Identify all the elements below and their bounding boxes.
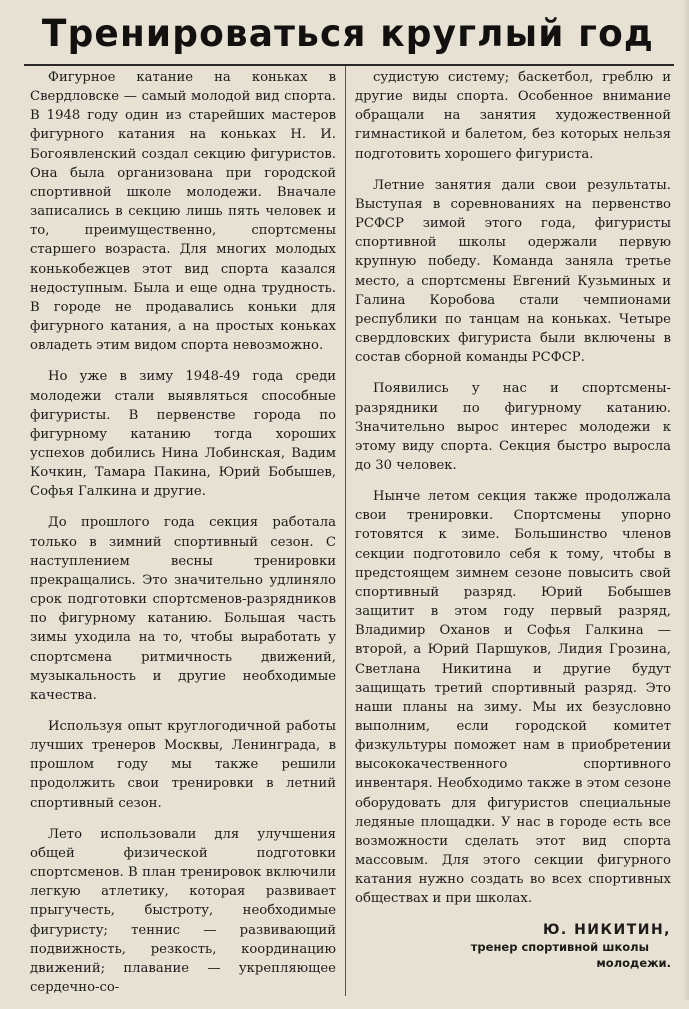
author-name: Ю. НИКИТИН, [542,921,671,938]
paragraph: Нынче летом секция также продолжала свои тренировки. Спортсмены упорно готовятся к зиме. Большинство членов секции подготовило себя к тому, чтобы в предстоящем зимнем сезоне повысить свой спортивный разряд. Юрий Бобышев защитит в этом году первый разряд, Владимир Оханов и Софья Галкина — второй, а Юрий Паршуков, Лидия Грозина, Светлана Никитина и другие будут защищать третий спортивный разряд. Это наши планы на зиму. Мы их безусловно выполним, если городской комитет физкультуры поможет нам в приобретении высококачественного спортивного инвентаря. Необходимо также в этом сезоне оборудовать для фигуристов специальные ледяные площадки. У нас в городе есть все возможности сделать этот вид спорта массовым. Для этого секции фигурного катания нужно создать во всех спортивных обществах и при школах. [355,489,671,907]
author-signature [355,921,671,971]
paragraph: Используя опыт круглогодичной работы лучших тренеров Москвы, Ленинграда, в прошлом году мы также решили продолжить свои тренировки в летний спортивный сезон. [30,719,336,811]
author-title-continued: молодежи. [596,955,671,970]
paragraph: Фигурное катание на коньках в Свердловске — самый молодой вид спорта. В 1948 году один из старейших мастеров фигурного катания на коньках Н. И. Богоявленский создал секцию фигуристов. Она была организована при городской спортивной школе молодежи. Вначале записались в секцию лишь пять человек и то, преимущественно, спортсмены старшего возраста. Для многих молодых конькобежцев этот вид спорта казался недоступным. Была и еще одна трудность. В городе не продавались коньки для фигурного катания, а на простых коньках овладеть этим видом спорта невозможно. [30,70,336,354]
headline-rule [24,64,674,66]
paragraph: Лето использовали для улучшения общей физической подготовки спортсменов. В план тренировок включили легкую атлетику, которая развивает прыгучесть, быстроту, необходимые фигуристу; теннис — развивающий подвижность, резкость, координацию движений; плавание — укрепляющее сердечно-со- [30,826,336,996]
paper-edge-shadow [683,0,689,1000]
article-column-right [355,68,671,971]
author-title: тренер спортивной школы [470,939,649,954]
column-divider [345,66,346,996]
article-headline: Тренироваться круглый год [41,12,655,55]
article-column-left [30,68,336,1009]
paragraph: Но уже в зиму 1948-49 года среди молодежи стали выявляться способные фигуристы. В первенстве города по фигурному катанию тогда хороших успехов добились Нина Лобинская, Вадим Кочкин, Тамара Пакина, Юрий Бобышев, Софья Галкина и другие. [30,369,336,500]
paragraph: Летние занятия дали свои результаты. Выступая в соревнованиях на первенство РСФСР зимой этого года, фигуристы спортивной школы одержали первую крупную победу. Команда заняла третье место, а спортсмены Евгений Кузьминых и Галина Коробова стали чемпионами республики по танцам на коньках. Четыре свердловских фигуриста были включены в состав сборной команды РСФСР. [355,177,671,366]
paragraph: До прошлого года секция работала только в зимний спортивный сезон. С наступлением весны тренировки прекращались. Это значительно удлиняло срок подготовки спортсменов-разрядников по фигурному катанию. Большая часть зимы уходила на то, чтобы выработать у спортсмена ритмичность движений, музыкальность и другие необходимые качества. [30,515,336,703]
paragraph: судистую систему; баскетбол, греблю и другие виды спорта. Особенное внимание обращали на занятия художественной гимнастикой и балетом, без которых нельзя подготовить хорошего фигуриста. [355,70,671,162]
paragraph: Появились у нас и спортсмены-разрядники по фигурному катанию. Значительно вырос интерес молодежи к этому виду спорта. Секция быстро выросла до 30 человек. [355,381,671,473]
